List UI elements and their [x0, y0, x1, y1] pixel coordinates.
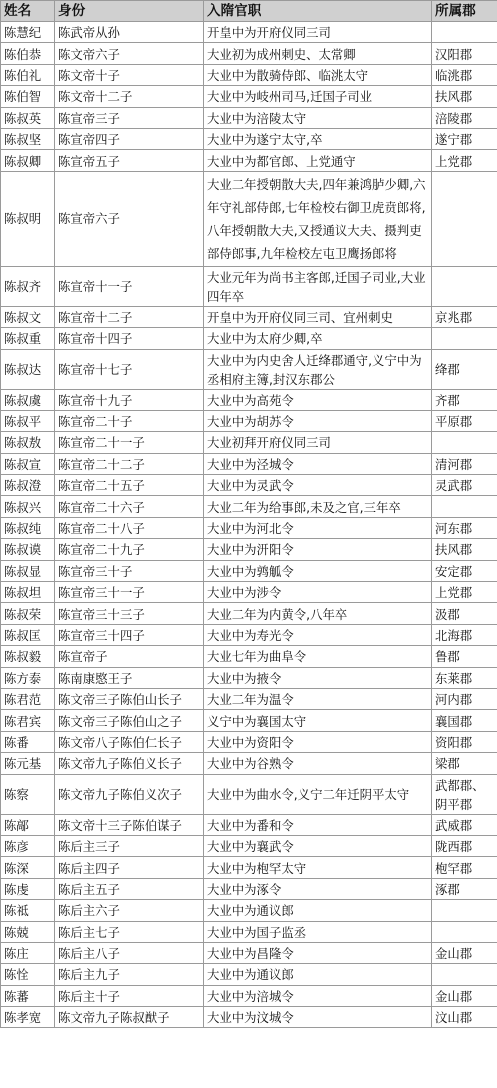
cell-office: 大业七年为曲阜令: [204, 646, 432, 667]
cell-commandery: [432, 432, 497, 453]
table-row: [1, 1007, 497, 1028]
cell-name: 陈祗: [1, 900, 55, 921]
table-row: [1, 128, 497, 149]
cell-identity: 陈宣帝子: [55, 646, 204, 667]
table-row: [1, 349, 497, 389]
table-row: [1, 688, 497, 709]
cell-office: 大业中为涉令: [204, 582, 432, 603]
cell-commandery: 扶风郡: [432, 86, 497, 107]
cell-commandery: 武都郡、阴平郡: [432, 774, 497, 814]
cell-office: 大业中为内史舍人迁绛郡通守,义宁中为丞相府主簿,封汉东郡公: [204, 349, 432, 389]
cell-office: 大业初为成州刺史、太常卿: [204, 43, 432, 64]
cell-identity: 陈后主四子: [55, 857, 204, 878]
cell-name: 陈叔宣: [1, 453, 55, 474]
cell-name: 陈叔英: [1, 107, 55, 128]
cell-identity: 陈文帝九子陈伯义长子: [55, 753, 204, 774]
cell-name: 陈叔卿: [1, 150, 55, 171]
cell-identity: 陈文帝九子陈叔猷子: [55, 1007, 204, 1028]
table-row: [1, 560, 497, 581]
cell-name: 陈叔坚: [1, 128, 55, 149]
cell-name: 陈番: [1, 731, 55, 752]
cell-name: 陈叔重: [1, 328, 55, 349]
cell-identity: 陈武帝从孙: [55, 22, 204, 43]
cell-commandery: 安定郡: [432, 560, 497, 581]
cell-commandery: 汲郡: [432, 603, 497, 624]
cell-commandery: 清河郡: [432, 453, 497, 474]
cell-commandery: 平原郡: [432, 410, 497, 431]
cell-commandery: 金山郡: [432, 985, 497, 1006]
cell-office: 大业元年为尚书主客郎,迁国子司业,大业四年卒: [204, 266, 432, 306]
cell-commandery: 鲁郡: [432, 646, 497, 667]
cell-commandery: [432, 328, 497, 349]
cell-identity: 陈宣帝三十三子: [55, 603, 204, 624]
cell-office: 大业中为河北令: [204, 517, 432, 538]
cell-commandery: 北海郡: [432, 624, 497, 645]
cell-name: 陈虔: [1, 878, 55, 899]
cell-name: 陈伯恭: [1, 43, 55, 64]
cell-office: 大业中为涿令: [204, 878, 432, 899]
cell-office: 大业中为曲水令,义宁二年迁阴平太守: [204, 774, 432, 814]
cell-name: 陈叔明: [1, 171, 55, 266]
cell-name: 陈君宾: [1, 710, 55, 731]
cell-name: 陈慧纪: [1, 22, 55, 43]
header-commandery: 所属郡: [432, 1, 497, 22]
cell-commandery: 上党郡: [432, 150, 497, 171]
cell-commandery: 金山郡: [432, 942, 497, 963]
table-row: [1, 878, 497, 899]
cell-name: 陈兢: [1, 921, 55, 942]
table-row: [1, 646, 497, 667]
header-name: 姓名: [1, 1, 55, 22]
cell-office: 大业二年授朝散大夫,四年兼鸿胪少卿,六年守礼部侍郎,七年检校右御卫虎贲郎将,八年授朝散大夫,又授通议大夫、摄判吏部侍郎事,九年检校左屯卫鹰扬郎将: [204, 171, 432, 266]
cell-name: 陈察: [1, 774, 55, 814]
table-row: [1, 107, 497, 128]
cell-name: 陈叔谟: [1, 539, 55, 560]
cell-office: 大业中为昌隆令: [204, 942, 432, 963]
cell-name: 陈庄: [1, 942, 55, 963]
cell-identity: 陈宣帝十二子: [55, 306, 204, 327]
cell-identity: 陈文帝三子陈伯山长子: [55, 688, 204, 709]
cell-office: 大业中为遂宁太守,卒: [204, 128, 432, 149]
table-row: [1, 43, 497, 64]
table-row: [1, 603, 497, 624]
cell-commandery: 梁郡: [432, 753, 497, 774]
cell-office: 大业二年为内黄令,八年卒: [204, 603, 432, 624]
cell-name: 陈叔纯: [1, 517, 55, 538]
header-identity: 身份: [55, 1, 204, 22]
cell-identity: 陈文帝六子: [55, 43, 204, 64]
cell-office: 大业中为寿光令: [204, 624, 432, 645]
cell-commandery: 河东郡: [432, 517, 497, 538]
cell-office: 义宁中为襄国太守: [204, 710, 432, 731]
cell-name: 陈叔澄: [1, 475, 55, 496]
cell-office: 大业中为国子监丞: [204, 921, 432, 942]
cell-commandery: 襄国郡: [432, 710, 497, 731]
cell-name: 陈彦: [1, 835, 55, 856]
cell-identity: 陈文帝九子陈伯义次子: [55, 774, 204, 814]
cell-commandery: 涿郡: [432, 878, 497, 899]
cell-identity: 陈宣帝三十一子: [55, 582, 204, 603]
table-row: [1, 539, 497, 560]
table-row: [1, 624, 497, 645]
cell-name: 陈君范: [1, 688, 55, 709]
cell-office: 大业中为涪城令: [204, 985, 432, 1006]
cell-office: 大业中为通议郎: [204, 964, 432, 985]
cell-office: 开皇中为开府仪同三司: [204, 22, 432, 43]
cell-identity: 陈宣帝三子: [55, 107, 204, 128]
cell-name: 陈蕃: [1, 985, 55, 1006]
table-row: [1, 985, 497, 1006]
cell-commandery: [432, 921, 497, 942]
cell-identity: 陈宣帝十九子: [55, 389, 204, 410]
cell-commandery: 遂宁郡: [432, 128, 497, 149]
cell-identity: 陈文帝十三子陈伯谋子: [55, 814, 204, 835]
table-row: [1, 753, 497, 774]
cell-office: 大业中为汶城令: [204, 1007, 432, 1028]
cell-identity: 陈宣帝二十二子: [55, 453, 204, 474]
cell-name: 陈叔匡: [1, 624, 55, 645]
cell-name: 陈叔虞: [1, 389, 55, 410]
cell-name: 陈恮: [1, 964, 55, 985]
cell-identity: 陈后主十子: [55, 985, 204, 1006]
cell-office: 大业中为襄武令: [204, 835, 432, 856]
cell-commandery: [432, 22, 497, 43]
cell-identity: 陈宣帝二十八子: [55, 517, 204, 538]
cell-identity: 陈宣帝二十子: [55, 410, 204, 431]
table-body: [1, 22, 497, 1028]
cell-identity: 陈南康愍王子: [55, 667, 204, 688]
cell-name: 陈元基: [1, 753, 55, 774]
table-row: [1, 389, 497, 410]
cell-commandery: 武威郡: [432, 814, 497, 835]
cell-office: 大业中为散骑侍郎、临洮太守: [204, 64, 432, 85]
cell-commandery: 涪陵郡: [432, 107, 497, 128]
table-row: [1, 835, 497, 856]
table-row: [1, 814, 497, 835]
cell-identity: 陈宣帝五子: [55, 150, 204, 171]
cell-name: 陈叔显: [1, 560, 55, 581]
table-row: [1, 710, 497, 731]
table-row: [1, 410, 497, 431]
cell-office: 大业中为番和令: [204, 814, 432, 835]
cell-office: 大业二年为给事郎,未及之官,三年卒: [204, 496, 432, 517]
cell-commandery: 扶风郡: [432, 539, 497, 560]
table-row: [1, 857, 497, 878]
table-row: [1, 171, 497, 266]
cell-name: 陈叔平: [1, 410, 55, 431]
cell-identity: 陈宣帝二十六子: [55, 496, 204, 517]
cell-office: 大业中为涪陵太守: [204, 107, 432, 128]
cell-commandery: 汶山郡: [432, 1007, 497, 1028]
cell-commandery: 临洮郡: [432, 64, 497, 85]
table-row: [1, 453, 497, 474]
table-row: [1, 64, 497, 85]
cell-identity: 陈宣帝二十九子: [55, 539, 204, 560]
cell-commandery: 陇西郡: [432, 835, 497, 856]
cell-commandery: 汉阳郡: [432, 43, 497, 64]
cell-commandery: 京兆郡: [432, 306, 497, 327]
cell-commandery: 上党郡: [432, 582, 497, 603]
table-row: [1, 496, 497, 517]
cell-name: 陈孝宽: [1, 1007, 55, 1028]
cell-office: 大业中为鹑觚令: [204, 560, 432, 581]
cell-name: 陈叔文: [1, 306, 55, 327]
cell-identity: 陈文帝八子陈伯仁长子: [55, 731, 204, 752]
table-row: [1, 774, 497, 814]
table-row: [1, 964, 497, 985]
cell-office: 大业中为都官郎、上党通守: [204, 150, 432, 171]
cell-name: 陈伯智: [1, 86, 55, 107]
cell-identity: 陈后主五子: [55, 878, 204, 899]
cell-name: 陈叔达: [1, 349, 55, 389]
cell-name: 陈叔毅: [1, 646, 55, 667]
cell-commandery: 河内郡: [432, 688, 497, 709]
cell-identity: 陈文帝十二子: [55, 86, 204, 107]
table-row: [1, 517, 497, 538]
header-row: [1, 1, 497, 22]
cell-identity: 陈宣帝十七子: [55, 349, 204, 389]
cell-name: 陈叔敖: [1, 432, 55, 453]
cell-commandery: [432, 900, 497, 921]
cell-commandery: [432, 171, 497, 266]
table-row: [1, 266, 497, 306]
cell-office: 大业中为高苑令: [204, 389, 432, 410]
cell-office: 大业中为胡苏令: [204, 410, 432, 431]
cell-office: 大业中为太府少卿,卒: [204, 328, 432, 349]
cell-commandery: [432, 964, 497, 985]
table-row: [1, 150, 497, 171]
cell-office: 大业初拜开府仪同三司: [204, 432, 432, 453]
cell-commandery: 绛郡: [432, 349, 497, 389]
cell-commandery: [432, 266, 497, 306]
cell-office: 大业中为掖令: [204, 667, 432, 688]
cell-identity: 陈宣帝六子: [55, 171, 204, 266]
cell-name: 陈叔荣: [1, 603, 55, 624]
cell-name: 陈叔齐: [1, 266, 55, 306]
cell-office: 大业中为汧阳令: [204, 539, 432, 560]
cell-identity: 陈宣帝三十四子: [55, 624, 204, 645]
table-row: [1, 582, 497, 603]
cell-office: 大业中为灵武令: [204, 475, 432, 496]
table-row: [1, 475, 497, 496]
cell-commandery: 资阳郡: [432, 731, 497, 752]
table-row: [1, 86, 497, 107]
cell-name: 陈叔兴: [1, 496, 55, 517]
cell-commandery: 齐郡: [432, 389, 497, 410]
table-row: [1, 667, 497, 688]
table-row: [1, 22, 497, 43]
cell-office: 大业中为资阳令: [204, 731, 432, 752]
cell-identity: 陈宣帝四子: [55, 128, 204, 149]
cell-name: 陈叔坦: [1, 582, 55, 603]
table-row: [1, 328, 497, 349]
cell-office: 大业中为枹罕太守: [204, 857, 432, 878]
cell-commandery: 东莱郡: [432, 667, 497, 688]
cell-identity: 陈后主八子: [55, 942, 204, 963]
cell-commandery: 灵武郡: [432, 475, 497, 496]
cell-commandery: [432, 496, 497, 517]
cell-office: 大业中为通议郎: [204, 900, 432, 921]
cell-name: 陈鄗: [1, 814, 55, 835]
cell-identity: 陈文帝十子: [55, 64, 204, 85]
cell-identity: 陈宣帝二十一子: [55, 432, 204, 453]
cell-name: 陈深: [1, 857, 55, 878]
table-row: [1, 306, 497, 327]
cell-identity: 陈宣帝十一子: [55, 266, 204, 306]
cell-identity: 陈文帝三子陈伯山之子: [55, 710, 204, 731]
cell-office: 大业中为泾城令: [204, 453, 432, 474]
table-row: [1, 942, 497, 963]
cell-name: 陈伯礼: [1, 64, 55, 85]
cell-identity: 陈后主六子: [55, 900, 204, 921]
cell-office: 开皇中为开府仪同三司、宜州刺史: [204, 306, 432, 327]
cell-office: 大业二年为温令: [204, 688, 432, 709]
cell-identity: 陈宣帝三十子: [55, 560, 204, 581]
cell-office: 大业中为岐州司马,迁国子司业: [204, 86, 432, 107]
table-row: [1, 921, 497, 942]
cell-name: 陈方泰: [1, 667, 55, 688]
table-row: [1, 900, 497, 921]
cell-identity: 陈宣帝十四子: [55, 328, 204, 349]
cell-identity: 陈后主九子: [55, 964, 204, 985]
cell-identity: 陈后主三子: [55, 835, 204, 856]
cell-office: 大业中为谷熟令: [204, 753, 432, 774]
table-row: [1, 432, 497, 453]
header-office: 入隋官职: [204, 1, 432, 22]
cell-commandery: 枹罕郡: [432, 857, 497, 878]
cell-identity: 陈后主七子: [55, 921, 204, 942]
cell-identity: 陈宣帝二十五子: [55, 475, 204, 496]
table-row: [1, 731, 497, 752]
